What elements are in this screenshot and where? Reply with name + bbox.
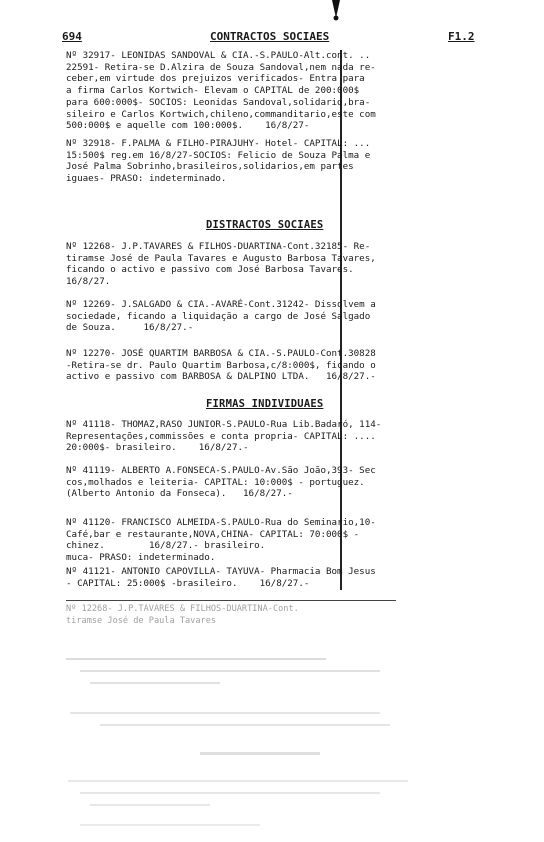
contract-entry-32918: Nº 32918- F.PALMA & FILHO-PIRAJUHY- Hotel- CAPITAL: ... 15:500$ reg.em 16/8/27-SOCIOS: Felicio de Souza Palma e José Palma Sobrinho,brasileiros,solidarios,em partes iguaes- PRASO: indeterminado.	[66, 138, 371, 185]
faded-bleed-line-1: Nº 12268- J.P.TAVARES & FILHOS-DUARTINA-Cont.	[66, 604, 299, 614]
top-ink-mark	[326, 0, 346, 22]
distract-entry-12268: Nº 12268- J.P.TAVARES & FILHOS-DUARTINA-Cont.32185- Re- tiramse José de Paula Tavares e Augusto Barbosa Tavares, ficando o activo e passivo com José Barbosa Tavares. 16/8/27.	[66, 241, 376, 288]
distract-entry-12269: Nº 12269- J.SALGADO & CIA.-AVARÉ-Cont.31242- Dissolvem a sociedade, ficando a liquidação a cargo de José Salgado de Souza. 16/8/27.-	[66, 299, 376, 334]
section-title-distractos: DISTRACTOS SOCIAES	[206, 219, 324, 231]
page-number: 694	[62, 30, 82, 43]
firm-entry-41120: Nº 41120- FRANCISCO ALMEIDA-S.PAULO-Rua do Seminario,10- Café,bar e restaurante,NOVA,CHINA- CAPITAL: 70:000$ - chinez. 16/8/27.- brasileiro. muca- PRASO: indeterminado.	[66, 517, 376, 564]
separator-rule	[66, 600, 396, 601]
contract-entry-32917: Nº 32917- LEONIDAS SANDOVAL & CIA.-S.PAULO-Alt.cont. .. 22591- Retira-se D.Alzira de Souza Sandoval,nem nada re- ceber,em virtude dos prejuizos verificados- Entra para a firma Carlos Kortwich- Elevam o CAPITAL de 200:000$ para 600:000$- SOCIOS: Leonidas Sandoval,solidario,bra- sileiro e Carlos Kortwich,chileno,commanditario,este com 500:000$ e aquelle com 100:000$. 16/8/27-	[66, 50, 376, 132]
firm-entry-41118: Nº 41118- THOMAZ,RASO JUNIOR-S.PAULO-Rua Lib.Badaró, 114- Representações,commissões e conta propria- CAPITAL: .... 20:000$- brasileiro. 16/8/27.-	[66, 419, 382, 454]
bleed-through-smudges	[60, 640, 480, 840]
section-title-firmas: FIRMAS INDIVIDUAES	[206, 398, 324, 410]
distract-entry-12270: Nº 12270- JOSÉ QUARTIM BARBOSA & CIA.-S.PAULO-Cont.30828 -Retira-se dr. Paulo Quartim Barbosa,c/8:000$, ficando o activo e passivo com BARBOSA & DALPINO LTDA. 16/8/27.-	[66, 348, 376, 383]
firm-entry-41121: Nº 41121- ANTONIO CAPOVILLA- TAYUVA- Pharmacia Bom Jesus - CAPITAL: 25:000$ -brasileiro. 16/8/27.-	[66, 566, 376, 589]
page-title: CONTRACTOS SOCIAES	[210, 30, 330, 43]
firm-entry-41119: Nº 41119- ALBERTO A.FONSECA-S.PAULO-Av.São João,393- Sec cos,molhados e leiteria- CAPITAL: 10:000$ - portuguez. (Alberto Antonio da Fonseca). 16/8/27.-	[66, 465, 376, 500]
page-right-mark: F1.2	[448, 30, 475, 43]
faded-bleed-line-2: tiramse José de Paula Tavares	[66, 616, 217, 626]
